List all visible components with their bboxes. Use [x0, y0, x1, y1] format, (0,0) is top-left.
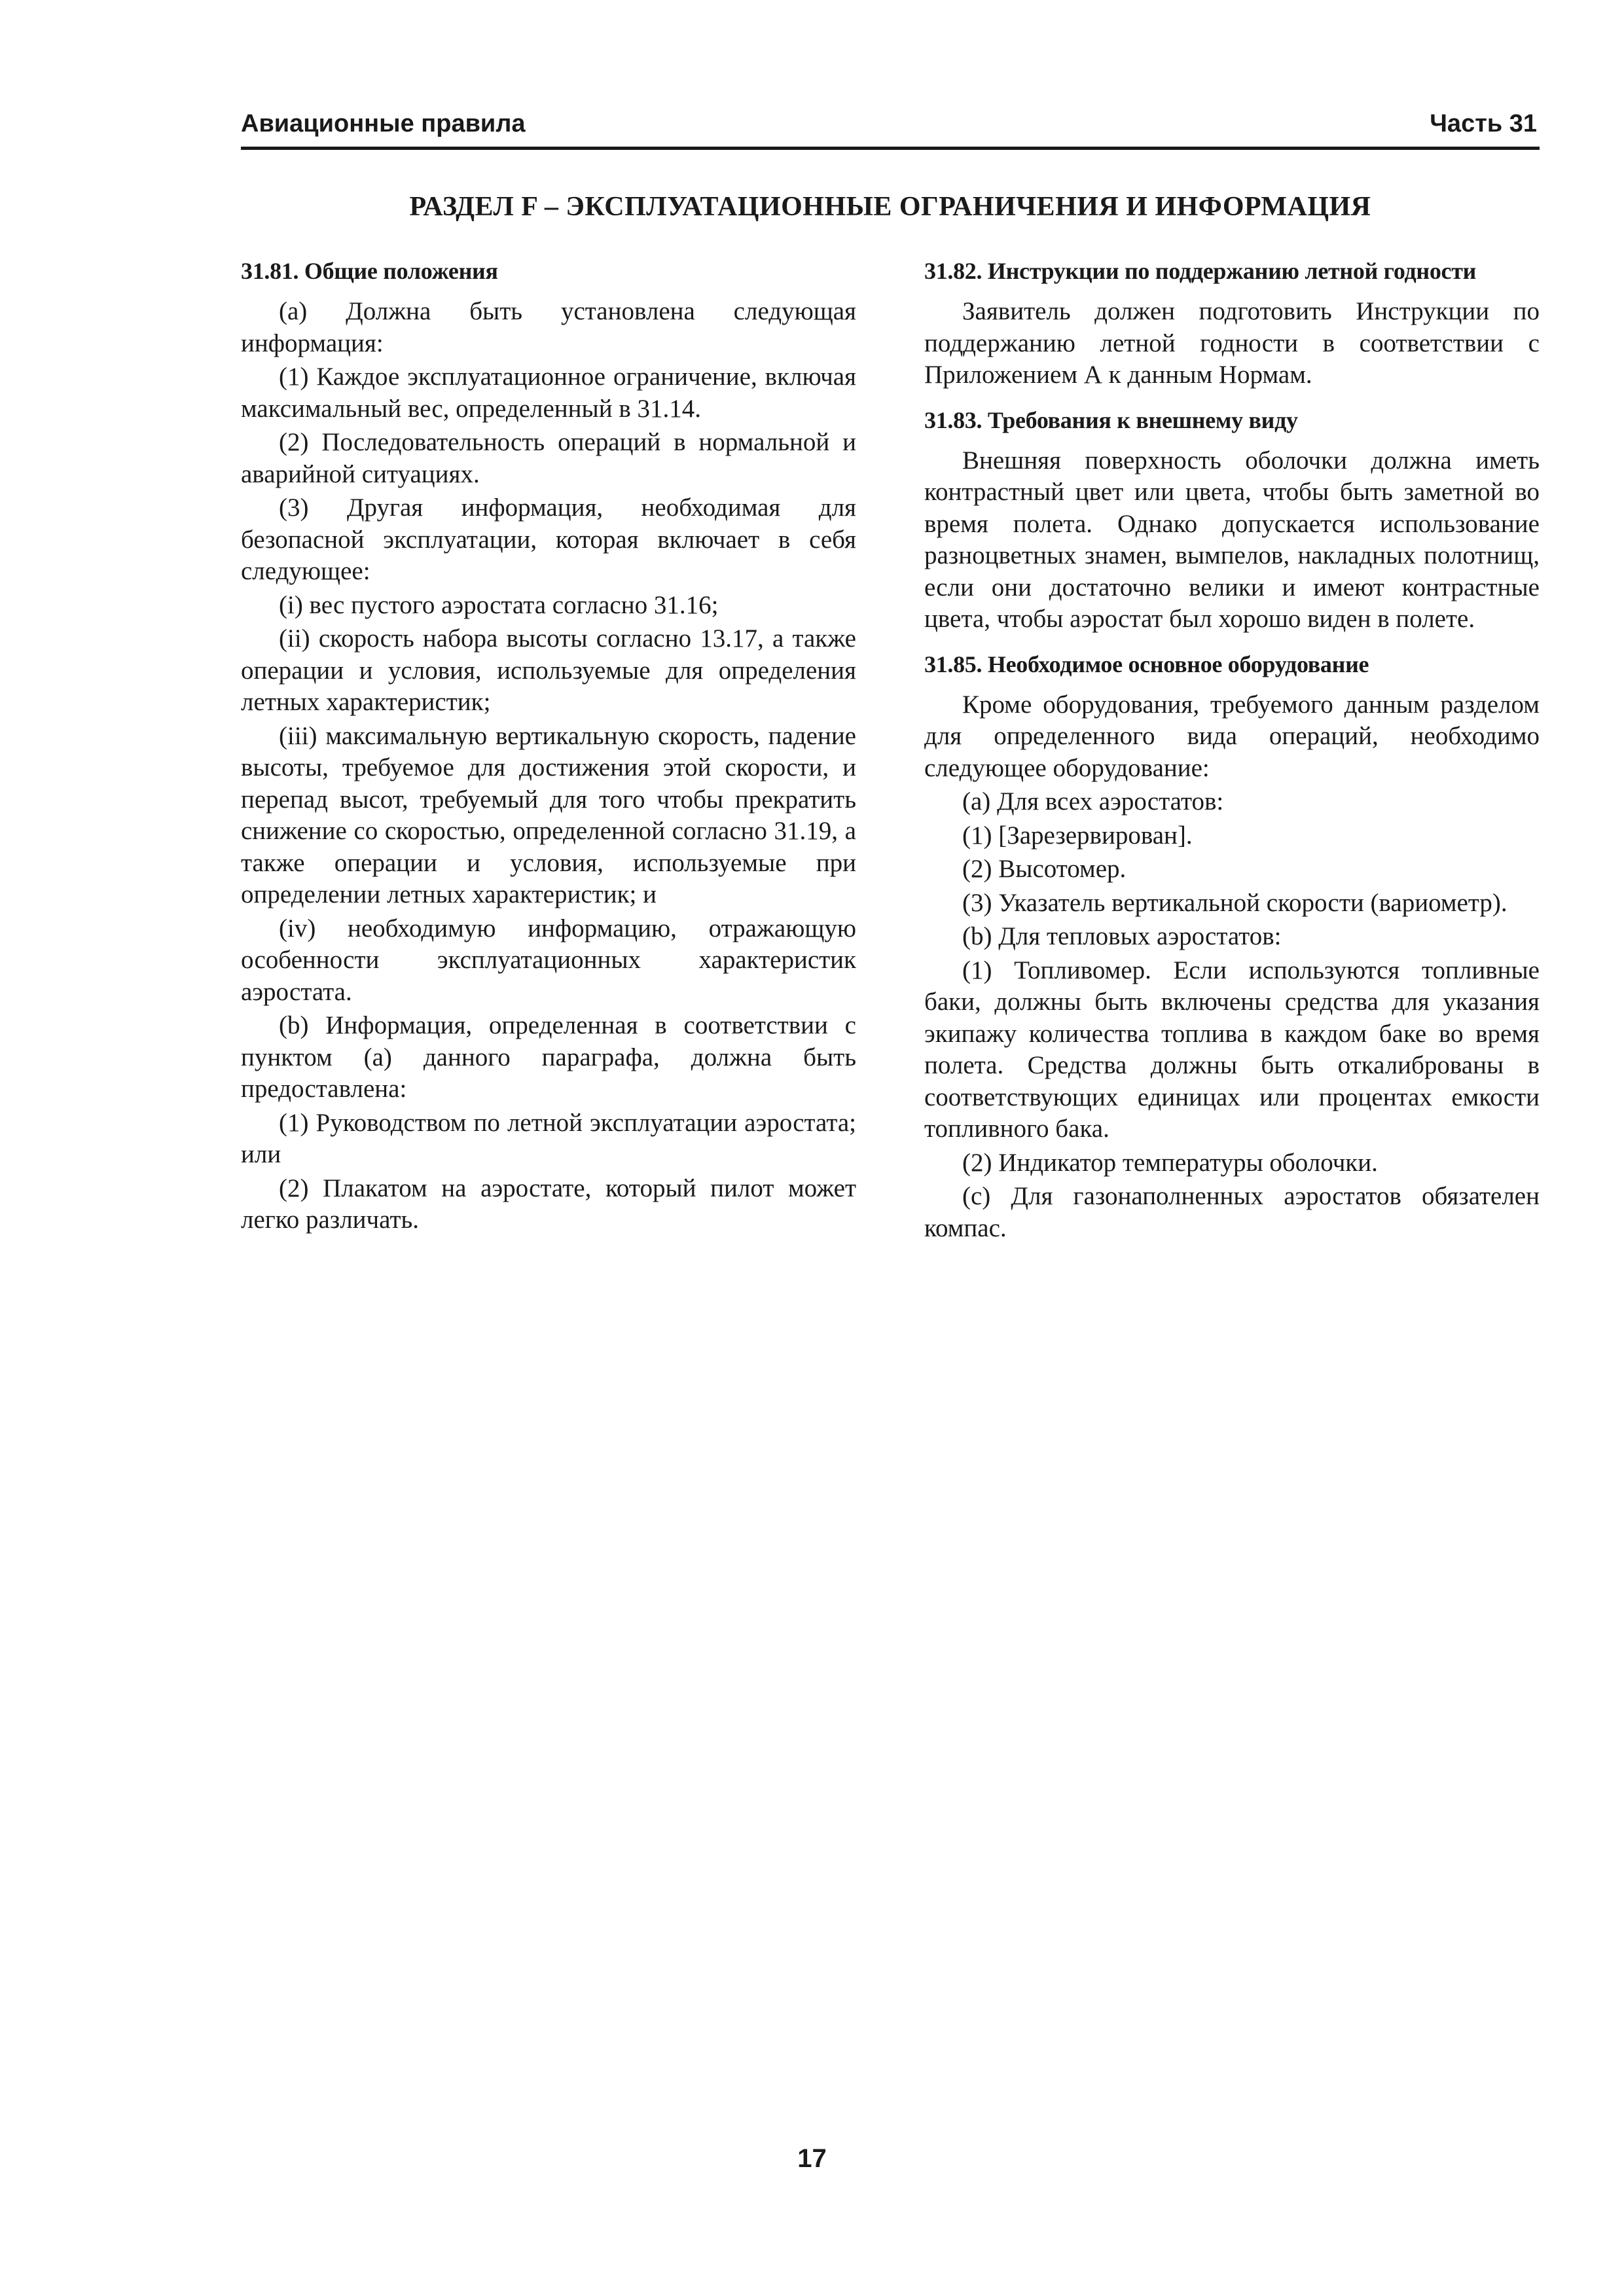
paragraph: (b) Информация, определенная в соответствии с пунктом (a) данного параграфа, должна быть предоставлена:: [241, 1011, 856, 1103]
paragraph: (1) Руководством по летной эксплуатации аэростата; или: [241, 1108, 856, 1168]
right-column: [924, 255, 1540, 1246]
header-part-number: Часть 31: [1430, 110, 1537, 137]
paragraph: (1) [Зарезервирован].: [962, 821, 1193, 850]
section-heading-31-85: 31.85. Необходимое основное оборудование: [924, 651, 1369, 677]
section-heading-31-82: 31.82. Инструкции по поддержанию летной годности: [924, 258, 1477, 284]
header-document-title: Авиационные правила: [241, 110, 526, 137]
paragraph: (2) Плакатом на аэростате, который пилот может легко различать.: [241, 1174, 856, 1234]
paragraph: (2) Высотомер.: [962, 855, 1127, 883]
paragraph: (ii) скорость набора высоты согласно 13.17, а также операции и условия, используемые для определения летных характеристик;: [241, 624, 856, 716]
paragraph: (2) Индикатор температуры оболочки.: [962, 1148, 1378, 1177]
paragraph: Внешняя поверхность оболочки должна иметь контрастный цвет или цвета, чтобы быть заметной во время полета. Однако допускается использование разноцветных знамен, вымпелов, накладных полотнищ, если они достаточно велики и имеют контрастные цвета, чтобы аэростат был хорошо виден в полете.: [924, 446, 1540, 633]
section-heading-31-83: 31.83. Требования к внешнему виду: [924, 406, 1298, 433]
paragraph: Кроме оборудования, требуемого данным разделом для определенного вида операций, необходимо следующее оборудование:: [924, 690, 1540, 782]
paragraph: (i) вес пустого аэростата согласно 31.16;: [279, 590, 719, 619]
paragraph: (a) Для всех аэростатов:: [962, 787, 1224, 816]
paragraph: (b) Для тепловых аэростатов:: [962, 922, 1282, 950]
running-header: [241, 110, 1540, 150]
section-heading-31-81: 31.81. Общие положения: [241, 258, 498, 284]
paragraph: (3) Указатель вертикальной скорости (вариометр).: [962, 888, 1507, 917]
paragraph: (c) Для газонаполненных аэростатов обязателен компас.: [924, 1182, 1540, 1242]
paragraph: (3) Другая информация, необходимая для безопасной эксплуатации, которая включает в себя следующее:: [241, 493, 856, 585]
paragraph: Заявитель должен подготовить Инструкции по поддержанию летной годности в соответствии с Приложением А к данным Нормам.: [924, 297, 1540, 389]
paragraph: (a) Должна быть установлена следующая информация:: [241, 297, 856, 357]
left-column: [241, 255, 856, 1238]
paragraph: (1) Топливомер. Если используются топливные баки, должны быть включены средства для указания экипажу количества топлива в каждом баке во время полета. Средства должны быть откалиброваны в соответствующих единицах или процентах емкости топливного бака.: [924, 956, 1540, 1143]
paragraph: (2) Последовательность операций в нормальной и аварийной ситуациях.: [241, 428, 856, 488]
paragraph: (1) Каждое эксплуатационное ограничение, включая максимальный вес, определенный в 31.14.: [241, 363, 856, 423]
section-title: РАЗДЕЛ F – ЭКСПЛУАТАЦИОННЫЕ ОГРАНИЧЕНИЯ И ИНФОРМАЦИЯ: [409, 192, 1371, 222]
paragraph: (iv) необходимую информацию, отражающую особенности эксплуатационных характеристик аэростата.: [241, 914, 856, 1006]
paragraph: (iii) максимальную вертикальную скорость, падение высоты, требуемое для достижения этой скорости, и перепад высот, требуемый для того чтобы прекратить снижение со скоростью, определенной согласно 31.19, а также операции и условия, используемые при определении летных характеристик; и: [241, 721, 856, 908]
page-number: 17: [797, 2144, 827, 2173]
